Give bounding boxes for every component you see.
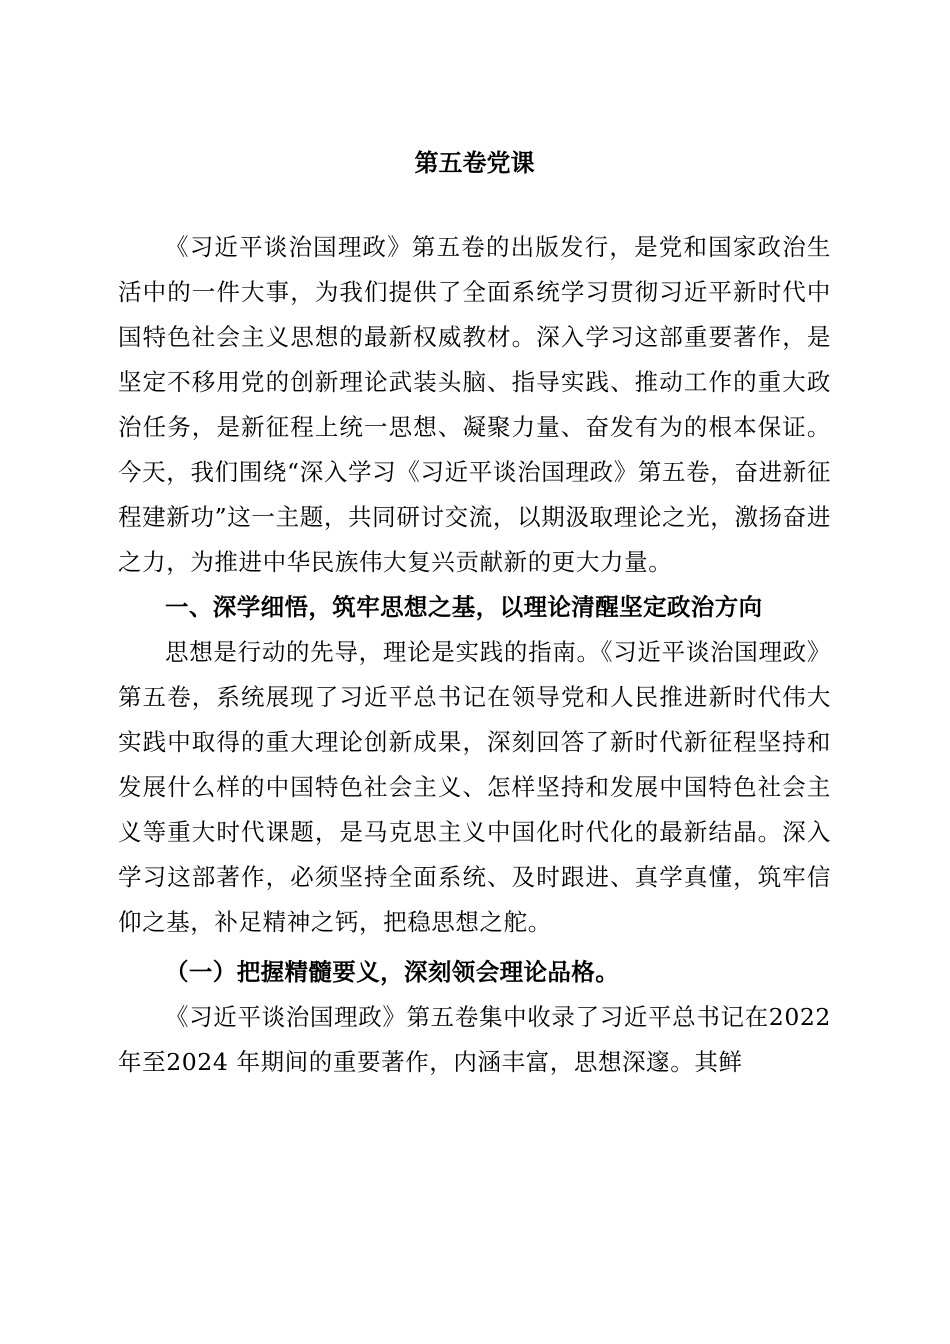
section-paragraph: 思想是行动的先导，理论是实践的指南。《习近平谈治国理政》第五卷，系统展现了习近平总书记在领导党和人民推进新时代伟大实践中取得的重大理论创新成果，深刻回答了新时代新征程坚持和发展什么样的中国特色社会主义、怎样坚持和发展中国特色社会主义等重大时代课题，是马克思主义中国化时代化的最新结晶。深入学习这部著作，必须坚持全面系统、及时跟进、真学真懂，筑牢信仰之基，补足精神之钙，把稳思想之舵。 bbox=[118, 638, 831, 936]
document-title: 第五卷党课 bbox=[414, 148, 535, 177]
subsection-heading: （一）把握精髓要义，深刻领会理论品格。 bbox=[165, 958, 620, 986]
document-page bbox=[118, 145, 831, 1085]
section-heading: 一、深学细悟，筑牢思想之基，以理论清醒坚定政治方向 bbox=[165, 593, 763, 621]
subsection-paragraph: 《习近平谈治国理政》第五卷集中收录了习近平总书记在2022 年至2024 年期间的重要著作，内涵丰富，思想深邃。其鲜 bbox=[118, 1003, 831, 1076]
intro-paragraph: 《习近平谈治国理政》第五卷的出版发行，是党和国家政治生活中的一件大事，为我们提供了全面系统学习贯彻习近平新时代中国特色社会主义思想的最新权威教材。深入学习这部重要著作，是坚定不移用党的创新理论武装头脑、指导实践、推动工作的重大政治任务，是新征程上统一思想、凝聚力量、奋发有为的根本保证。今天，我们围绕“深入学习《习近平谈治国理政》第五卷，奋进新征程建新功”这一主题，共同研讨交流，以期汲取理论之光，激扬奋进之力，为推进中华民族伟大复兴贡献新的更大力量。 bbox=[118, 233, 831, 576]
